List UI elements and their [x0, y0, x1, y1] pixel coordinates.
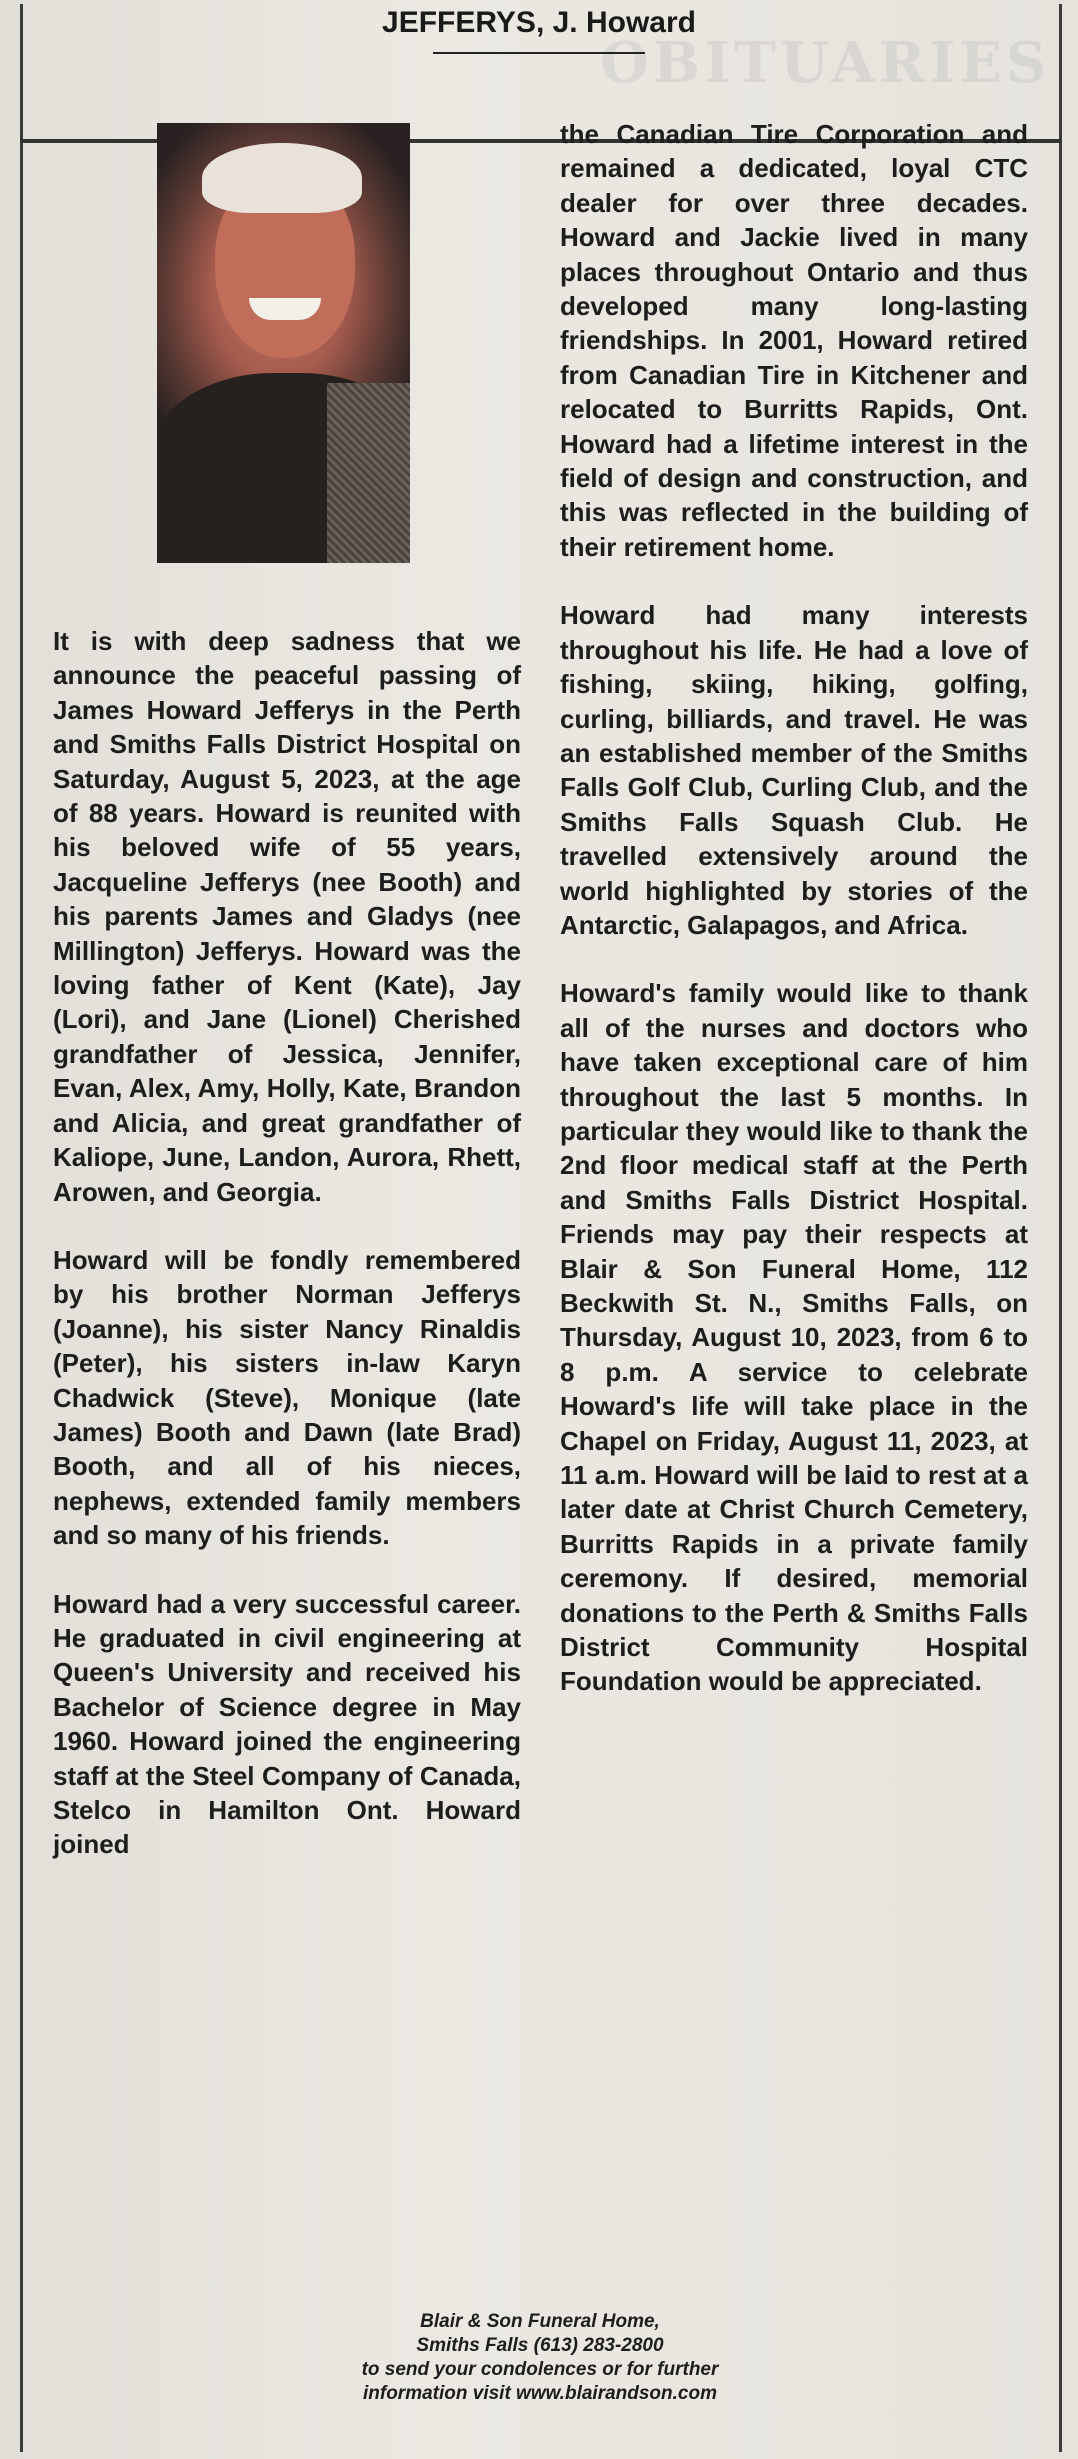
photo-smile	[249, 298, 321, 320]
obituary-title: JEFFERYS, J. Howard	[382, 6, 696, 39]
paragraph-canadian-tire: the Canadian Tire Corporation and remained a dedicated, loyal CTC dealer for over three decades. Howard and Jackie lived in many places throughout Ontario and thus developed many long-lasting friendships. In 2001, Howard retired from Canadian Tire in Kitchener and relocated to Burritts Rapids, Ont. Howard had a lifetime interest in the field of design and construction, and this was reflected in the building of their retirement home.	[560, 119, 1028, 562]
paragraph-survivors: Howard will be fondly remembered by his brother Norman Jefferys (Joanne), his sister Nancy Rinaldis (Peter), his sisters in-law Karyn Chadwick (Steve), Monique (late James) Booth and Dawn (late Brad) Booth, and all of his nieces, nephews, extended family members and so many of his friends.	[53, 1244, 521, 1551]
photo-hair	[202, 143, 362, 213]
left-column	[53, 624, 521, 1896]
paragraph-arrangements: Howard's family would like to thank all of the nurses and doctors who have taken exceptional care of him throughout the last 5 months. In particular they would like to thank the 2nd floor medical staff at the Perth and Smiths Falls District Hospital. Friends may pay their respects at Blair & Son Funeral Home, 112 Beckwith St. N., Smiths Falls, on Thursday, August 10, 2023, from 6 to 8 p.m. A service to celebrate Howard's life will take place in the Chapel on Friday, August 11, 2023, at 11 a.m. Howard will be laid to rest at a later date at Christ Church Cemetery, Burritts Rapids in a private family ceremony. If desired, memorial donations to the Perth & Smiths Falls District Community Hospital Foundation would be appreciated.	[560, 978, 1028, 1697]
footer-line-1: Blair & Son Funeral Home,	[420, 2311, 660, 2332]
footer-line-2: Smiths Falls (613) 283-2800	[416, 2335, 664, 2356]
portrait-photo	[157, 123, 410, 563]
right-column	[560, 117, 1028, 1733]
funeral-home-footer	[200, 2310, 880, 2406]
paragraph-career: Howard had a very successful career. He graduated in civil engineering at Queen's University and received his Bachelor of Science degree in May 1960. Howard joined the engineering staff at the Steel Company of Canada, Stelco in Hamilton Ont. Howard joined	[53, 1588, 521, 1860]
footer-line-3: to send your condolences or for further	[361, 2359, 719, 2380]
paragraph-interests: Howard had many interests throughout his life. He had a love of fishing, skiing, hiking, golfing, curling, billiards, and travel. He was an established member of the Smiths Falls Golf Club, Curling Club, and the Smiths Falls Squash Club. He travelled extensively around the world highlighted by stories of the Antarctic, Galapagos, and Africa.	[560, 600, 1028, 940]
paragraph-announcement: It is with deep sadness that we announce the peaceful passing of James Howard Jefferys in the Perth and Smiths Falls District Hospital on Saturday, August 5, 2023, at the age of 88 years. Howard is reunited with his beloved wife of 55 years, Jacqueline Jefferys (nee Booth) and his parents James and Gladys (nee Millington) Jefferys. Howard was the loving father of Kent (Kate), Jay (Lori), and Jane (Lionel) Cherished grandfather of Jessica, Jennifer, Evan, Alex, Amy, Holly, Kate, Brandon and Alicia, and great grandfather of Kaliope, June, Landon, Aurora, Rhett, Arowen, and Georgia.	[53, 626, 521, 1207]
bleed-through-heading: OBITUARIES	[600, 30, 1051, 96]
photo-jacket-pattern	[327, 383, 410, 563]
footer-line-4: information visit www.blairandson.com	[362, 2383, 717, 2404]
title-underline	[433, 52, 645, 54]
